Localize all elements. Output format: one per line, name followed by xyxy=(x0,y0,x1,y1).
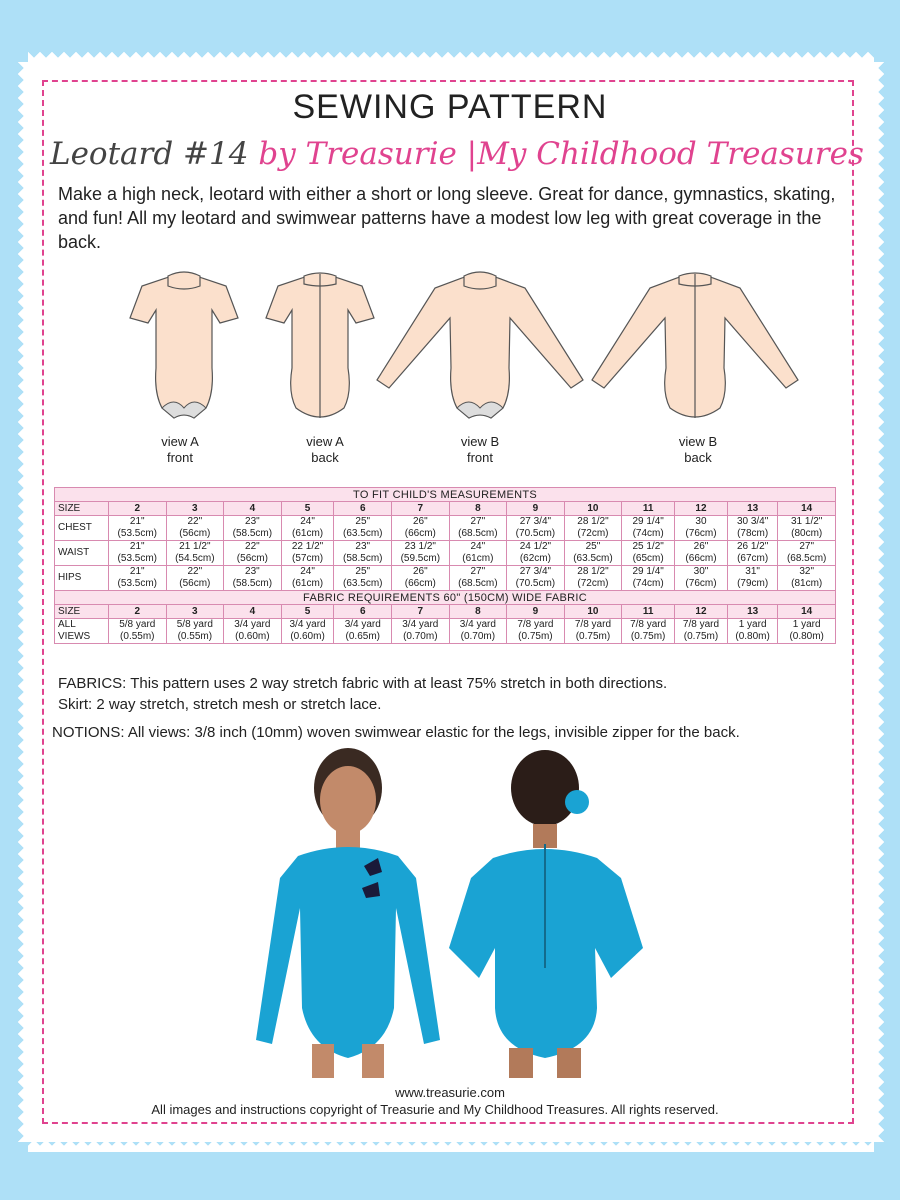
measurement-cm: (58.5cm) xyxy=(232,578,273,589)
measurement-cm: (76cm) xyxy=(685,578,717,589)
measurement-cm: (74cm) xyxy=(632,578,664,589)
fabric-meters: (0.75m) xyxy=(518,631,553,642)
measurement-inches: 27" xyxy=(470,516,486,527)
measurement-inches: 25" xyxy=(355,566,371,577)
view-label-line: back xyxy=(684,450,712,465)
measurement-cell xyxy=(166,541,224,566)
measurement-cm: (53.5cm) xyxy=(117,553,157,564)
measurement-inches: 24" xyxy=(300,516,315,527)
measurement-cell xyxy=(449,541,507,566)
measurement-inches: 26" xyxy=(693,541,709,552)
measurement-inches: 30 xyxy=(695,516,707,527)
measurement-cell xyxy=(224,516,282,541)
measurements-section-title: TO FIT CHILD'S MEASUREMENTS xyxy=(55,488,836,502)
measurement-cm: (58.5cm) xyxy=(232,528,273,539)
measurement-inches: 26" xyxy=(412,516,428,527)
measurement-cm: (70.5cm) xyxy=(515,578,556,589)
size-header: 6 xyxy=(334,502,392,516)
intro-text: Make a high neck, leotard with either a short or long sleeve. Great for dance, gymnastics, skating, and fun! All my leotard and swimwear patterns have a modest low leg with great coverage in the back. xyxy=(58,184,836,252)
view-a-back-drawing xyxy=(264,268,376,428)
fabric-meters: (0.60m) xyxy=(235,631,270,642)
measurement-inches: 27" xyxy=(470,566,486,577)
measurement-inches: 30" xyxy=(693,566,709,577)
measurement-cell xyxy=(564,516,622,541)
measurement-cm: (66cm) xyxy=(404,528,436,539)
measurement-cm: (63.5cm) xyxy=(573,553,613,564)
measurement-inches: 21" xyxy=(129,516,145,527)
measurement-cell xyxy=(334,566,392,591)
measurement-inches: 23" xyxy=(245,566,260,577)
measurement-inches: 24 1/2" xyxy=(519,541,552,552)
size-header: 10 xyxy=(564,502,622,516)
measurement-inches: 22" xyxy=(245,541,260,552)
fabric-meters: (0.75m) xyxy=(630,631,666,642)
fabric-size-header: 14 xyxy=(778,605,836,619)
view-label-a-front xyxy=(130,434,230,466)
measurement-cell xyxy=(166,516,224,541)
measurement-inches: 26" xyxy=(412,566,428,577)
fabric-size-header: 3 xyxy=(166,605,224,619)
measurement-cell xyxy=(778,566,836,591)
measurement-inches: 28 1/2" xyxy=(577,566,609,577)
fabric-size-header: 13 xyxy=(727,605,777,619)
fabric-size-header: 11 xyxy=(622,605,675,619)
measurement-cell xyxy=(109,566,167,591)
fabric-cell xyxy=(449,619,507,644)
measurement-inches: 31 1/2" xyxy=(790,516,823,527)
measurement-cell xyxy=(281,516,334,541)
measurement-cell xyxy=(281,566,334,591)
measurement-cell xyxy=(564,541,622,566)
fabric-size-header: 7 xyxy=(392,605,450,619)
fabric-meters: (0.60m) xyxy=(290,631,325,642)
measurements-table xyxy=(54,487,836,644)
fabric-meters: (0.80m) xyxy=(789,631,824,642)
measurement-cell xyxy=(224,566,282,591)
fabric-cell xyxy=(727,619,777,644)
measurement-cm: (67cm) xyxy=(737,553,769,564)
footer-copyright: All images and instructions copyright of Treasurie and My Childhood Treasures. All rights reserved. xyxy=(151,1102,719,1117)
measurement-cm: (53.5cm) xyxy=(117,528,157,539)
measurement-inches: 25 1/2" xyxy=(632,541,664,552)
measurement-inches: 26 1/2" xyxy=(736,541,769,552)
fabric-meters: (0.75m) xyxy=(575,631,611,642)
fabric-cell xyxy=(778,619,836,644)
measurement-cm: (78cm) xyxy=(737,528,769,539)
measurement-cell xyxy=(727,566,777,591)
fabric-yards: 7/8 yard xyxy=(517,619,554,630)
fabric-yards: 3/4 yard xyxy=(402,619,439,630)
view-label-line: view B xyxy=(460,434,500,449)
measurement-cm: (56cm) xyxy=(179,528,211,539)
fabric-cell xyxy=(166,619,224,644)
fabric-meters: (0.70m) xyxy=(403,631,438,642)
measurement-inches: 29 1/4" xyxy=(632,516,664,527)
view-b-back-drawing xyxy=(590,268,800,428)
measurement-cm: (80cm) xyxy=(791,528,823,539)
card-edge-bottom xyxy=(28,1140,874,1152)
measurement-cell xyxy=(392,541,450,566)
measurement-cell xyxy=(727,516,777,541)
measurement-cell xyxy=(778,516,836,541)
fabric-cell xyxy=(224,619,282,644)
measurement-cell xyxy=(449,516,507,541)
fabric-size-header: 2 xyxy=(109,605,167,619)
fabric-size-header: 10 xyxy=(564,605,622,619)
measurement-inches: 24" xyxy=(470,541,486,552)
fabrics-text: FABRICS: This pattern uses 2 way stretch fabric with at least 75% stretch in both directions. xyxy=(58,675,668,692)
fabric-meters: (0.75m) xyxy=(683,631,719,642)
size-header: 11 xyxy=(622,502,675,516)
measurement-inches: 28 1/2" xyxy=(577,516,609,527)
fabric-cell xyxy=(622,619,675,644)
measurement-cm: (62cm) xyxy=(519,553,551,564)
model-back-photo xyxy=(445,748,655,1078)
fabric-yards: 7/8 yard xyxy=(630,619,667,630)
measurement-cm: (68.5cm) xyxy=(458,528,498,539)
row-label: WAIST xyxy=(55,541,109,566)
measurement-inches: 25" xyxy=(355,516,371,527)
row-label: HIPS xyxy=(55,566,109,591)
size-header: 14 xyxy=(778,502,836,516)
fabric-meters: (0.70m) xyxy=(460,631,496,642)
fabric-size-header: 9 xyxy=(507,605,565,619)
measurement-cell xyxy=(392,566,450,591)
size-header: 13 xyxy=(727,502,777,516)
skirt-text: Skirt: 2 way stretch, stretch mesh or stretch lace. xyxy=(58,696,382,713)
measurement-inches: 21" xyxy=(129,541,145,552)
fabric-size-header: 6 xyxy=(334,605,392,619)
view-label-line: view B xyxy=(678,434,718,449)
size-header: 8 xyxy=(449,502,507,516)
view-label-b-front xyxy=(430,434,530,466)
measurement-inches: 25" xyxy=(585,541,601,552)
measurement-cell xyxy=(334,516,392,541)
fabric-meters: (0.55m) xyxy=(177,631,213,642)
fabric-cell xyxy=(109,619,167,644)
fabric-yards: 3/4 yard xyxy=(234,619,271,630)
fabric-size-header: 5 xyxy=(281,605,334,619)
fabric-cell xyxy=(675,619,728,644)
row-label: CHEST xyxy=(55,516,109,541)
size-header: 5 xyxy=(281,502,334,516)
size-header: 3 xyxy=(166,502,224,516)
fabric-size-header: 12 xyxy=(675,605,728,619)
pattern-name: Leotard #14 xyxy=(50,136,249,172)
measurement-cell xyxy=(622,541,675,566)
brand-name: by Treasurie |My Childhood Treasures xyxy=(258,136,864,172)
measurement-cm: (56cm) xyxy=(236,553,268,564)
fabric-size-label: SIZE xyxy=(55,605,109,619)
measurement-inches: 27 3/4" xyxy=(519,516,552,527)
measurement-cm: (54.5cm) xyxy=(175,553,215,564)
measurement-cm: (66cm) xyxy=(404,578,436,589)
measurement-inches: 24" xyxy=(300,566,315,577)
fabric-yards: 1 yard xyxy=(738,619,767,630)
pattern-subtitle xyxy=(50,136,864,172)
size-header: 2 xyxy=(109,502,167,516)
measurement-cm: (68.5cm) xyxy=(458,578,498,589)
measurement-inches: 22 1/2" xyxy=(291,541,324,552)
fabric-cell xyxy=(334,619,392,644)
fabric-yards: 3/4 yard xyxy=(459,619,496,630)
page-title: SEWING PATTERN xyxy=(292,88,608,126)
fabric-meters: (0.65m) xyxy=(345,631,380,642)
measurement-inches: 23 1/2" xyxy=(404,541,436,552)
measurement-cm: (61cm) xyxy=(462,553,494,564)
view-label-line: front xyxy=(166,450,193,465)
fabric-yards: 3/4 yard xyxy=(289,619,326,630)
measurement-cm: (66cm) xyxy=(685,553,717,564)
view-label-line: view A xyxy=(161,434,199,449)
measurement-cell xyxy=(392,516,450,541)
fabric-size-header: 8 xyxy=(449,605,507,619)
measurement-cm: (53.5cm) xyxy=(117,578,157,589)
measurement-cm: (70.5cm) xyxy=(515,528,556,539)
fabric-row-label-2: VIEWS xyxy=(58,631,91,642)
measurement-cell xyxy=(224,541,282,566)
measurement-inches: 31" xyxy=(745,566,760,577)
fabric-cell xyxy=(392,619,450,644)
measurement-cell xyxy=(109,516,167,541)
fabric-meters: (0.55m) xyxy=(120,631,155,642)
measurement-cell xyxy=(507,541,565,566)
fabric-yards: 7/8 yard xyxy=(574,619,612,630)
measurement-cm: (61cm) xyxy=(292,578,324,589)
measurement-cm: (76cm) xyxy=(685,528,717,539)
fabric-yards: 5/8 yard xyxy=(176,619,213,630)
measurement-inches: 32" xyxy=(799,566,815,577)
notions-text: NOTIONS: All views: 3/8 inch (10mm) woven swimwear elastic for the legs, invisible zipper for the back. xyxy=(52,724,740,741)
measurement-inches: 22" xyxy=(187,566,203,577)
measurement-cm: (57cm) xyxy=(292,553,324,564)
measurement-cell xyxy=(675,516,728,541)
measurement-cm: (59.5cm) xyxy=(400,553,441,564)
size-label: SIZE xyxy=(55,502,109,516)
measurement-cell xyxy=(727,541,777,566)
measurement-cm: (74cm) xyxy=(632,528,664,539)
view-label-line: view A xyxy=(306,434,344,449)
view-label-a-back xyxy=(275,434,375,466)
fabric-meters: (0.80m) xyxy=(735,631,770,642)
fabric-section-title: FABRIC REQUIREMENTS 60" (150CM) WIDE FABRIC xyxy=(55,591,836,605)
size-header: 9 xyxy=(507,502,565,516)
fabric-yards: 7/8 yard xyxy=(682,619,720,630)
measurement-cm: (58.5cm) xyxy=(343,553,383,564)
model-front-photo xyxy=(236,748,456,1078)
view-label-b-back xyxy=(648,434,748,466)
measurement-inches: 21" xyxy=(129,566,145,577)
measurement-cm: (68.5cm) xyxy=(786,553,827,564)
size-header: 4 xyxy=(224,502,282,516)
footer-url[interactable]: www.treasurie.com xyxy=(395,1085,505,1100)
view-b-front-drawing xyxy=(375,268,585,428)
measurement-cell xyxy=(507,516,565,541)
measurement-cm: (63.5cm) xyxy=(343,528,383,539)
measurement-cell xyxy=(334,541,392,566)
measurement-cm: (72cm) xyxy=(577,578,609,589)
measurement-cell xyxy=(675,541,728,566)
measurement-inches: 22" xyxy=(187,516,203,527)
measurement-cm: (72cm) xyxy=(577,528,609,539)
measurement-cell xyxy=(622,516,675,541)
measurement-inches: 23" xyxy=(355,541,371,552)
measurement-cell xyxy=(166,566,224,591)
view-label-line: back xyxy=(311,450,339,465)
measurement-cm: (56cm) xyxy=(179,578,211,589)
measurement-inches: 27 3/4" xyxy=(519,566,552,577)
view-label-line: front xyxy=(466,450,493,465)
fabric-row-label xyxy=(55,619,109,644)
measurement-cm: (61cm) xyxy=(292,528,324,539)
fabric-yards: 1 yard xyxy=(792,619,821,630)
fabric-yards: 5/8 yard xyxy=(119,619,156,630)
measurement-cm: (81cm) xyxy=(791,578,823,589)
fabric-yards: 3/4 yard xyxy=(344,619,381,630)
measurement-cm: (65cm) xyxy=(632,553,664,564)
measurement-cm: (63.5cm) xyxy=(343,578,383,589)
size-header: 12 xyxy=(675,502,728,516)
fabric-cell xyxy=(281,619,334,644)
measurement-cell xyxy=(507,566,565,591)
measurement-cell xyxy=(281,541,334,566)
measurement-inches: 30 3/4" xyxy=(736,516,769,527)
measurement-cell xyxy=(622,566,675,591)
view-a-front-drawing xyxy=(128,268,240,428)
measurement-inches: 21 1/2" xyxy=(179,541,211,552)
measurement-cell xyxy=(109,541,167,566)
fabric-row-label-1: ALL xyxy=(58,619,76,630)
measurement-cm: (79cm) xyxy=(737,578,769,589)
measurement-cell xyxy=(675,566,728,591)
measurement-inches: 23" xyxy=(245,516,260,527)
measurement-cell xyxy=(564,566,622,591)
fabric-cell xyxy=(507,619,565,644)
size-header: 7 xyxy=(392,502,450,516)
measurement-inches: 29 1/4" xyxy=(632,566,664,577)
measurement-cell xyxy=(778,541,836,566)
fabric-cell xyxy=(564,619,622,644)
fabric-size-header: 4 xyxy=(224,605,282,619)
measurement-inches: 27" xyxy=(799,541,815,552)
measurement-cell xyxy=(449,566,507,591)
